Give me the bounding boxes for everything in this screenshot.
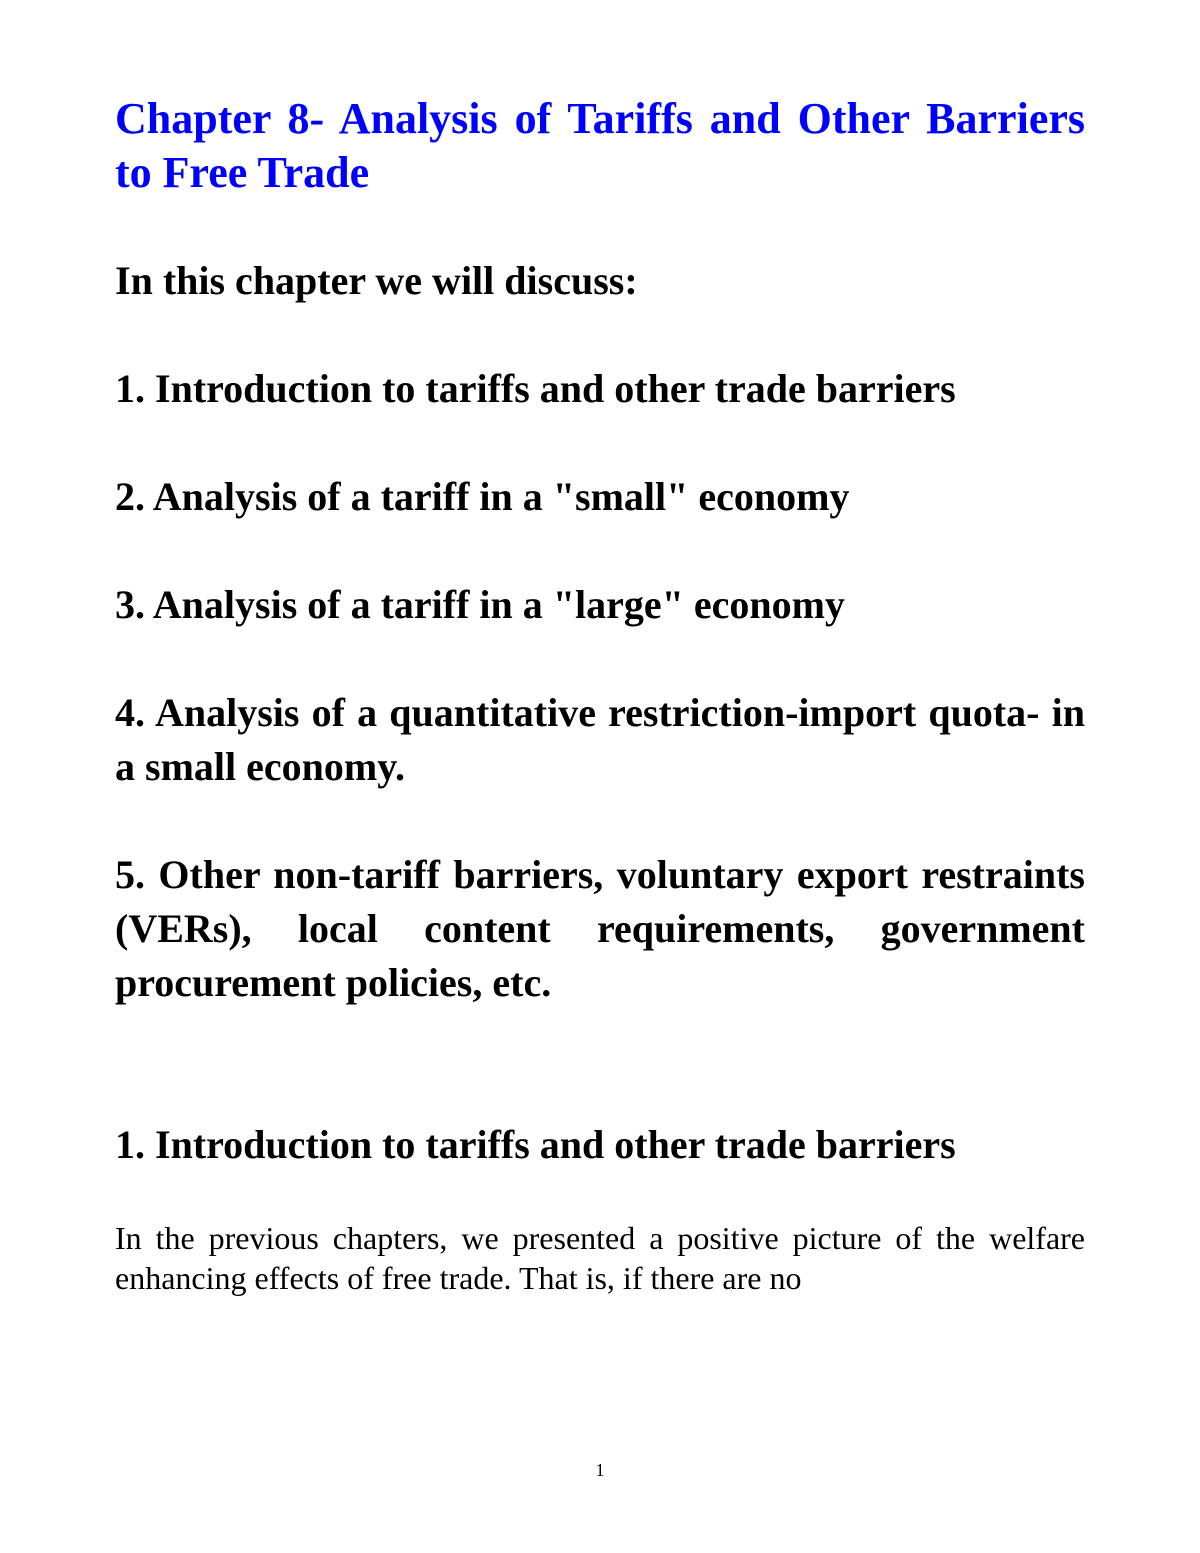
chapter-title: Chapter 8- Analysis of Tariffs and Other Barriers to Free Trade <box>115 94 1085 197</box>
section-heading: 1. Introduction to tariffs and other trade barriers <box>115 1122 956 1167</box>
page-number: 1 <box>595 1460 605 1480</box>
body-paragraph: In the previous chapters, we presented a positive picture of the welfare enhancing effects of free trade. That is, if there are no <box>115 1220 1085 1296</box>
intro-line: In this chapter we will discuss: <box>115 258 638 303</box>
list-item-3: 3. Analysis of a tariff in a "large" economy <box>115 582 845 627</box>
list-item-4: 4. Analysis of a quantitative restriction-import quota- in a small economy. <box>115 690 1085 789</box>
list-item-2: 2. Analysis of a tariff in a "small" economy <box>115 474 850 519</box>
document-page <box>115 92 1085 1298</box>
list-item-1: 1. Introduction to tariffs and other trade barriers <box>115 366 956 411</box>
list-item-5: 5. Other non-tariff barriers, voluntary export restraints (VERs), local content requirements, government procurement policies, etc. <box>115 852 1085 1005</box>
